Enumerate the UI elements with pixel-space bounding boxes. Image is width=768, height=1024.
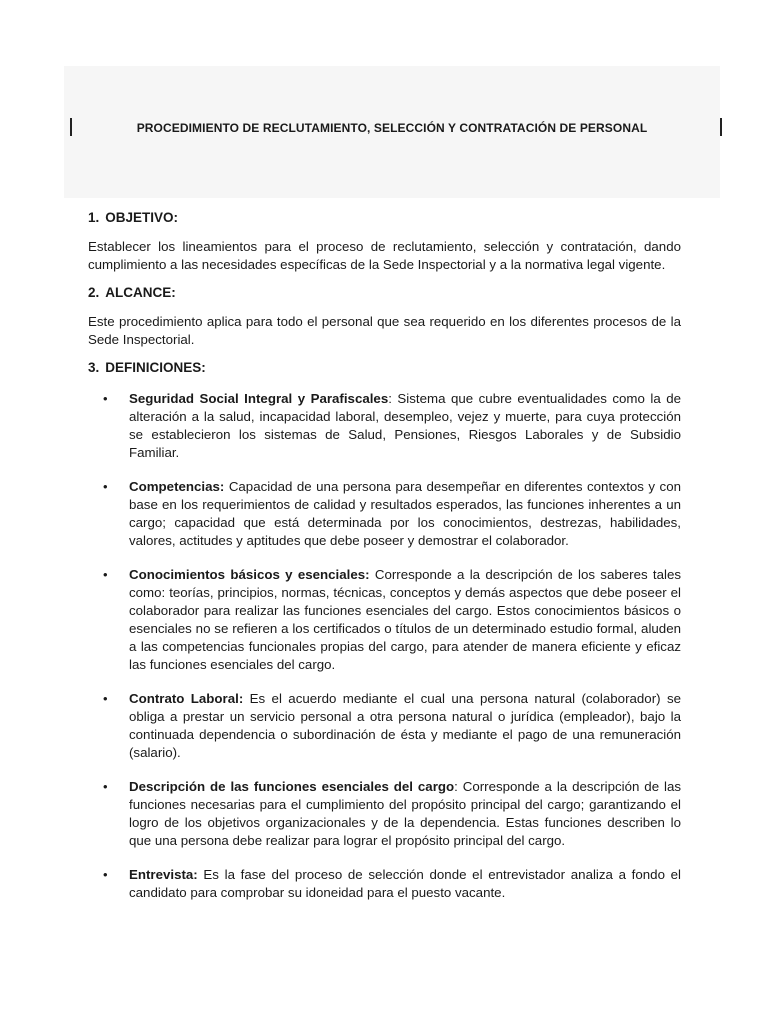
definition-text: Corresponde a la descripción de los saberes tales como: teorías, principios, normas, técnicas, conceptos y demás aspectos que debe poseer el colaborador para realizar las funciones esenciales del cargo. Estos conocimientos básicos o esenciales no se refieren a los certificados o títulos de un determinado estudio formal, aluden a las competencias funcionales propias del cargo, para atender de manera eficiente y eficaz las funciones esenciales del cargo. [129, 567, 682, 672]
section-heading-alcance [88, 283, 681, 303]
bullet-icon: • [103, 479, 108, 494]
document-body [88, 208, 681, 918]
definition-term: Competencias: [129, 479, 225, 494]
definition-item [88, 566, 681, 674]
definition-item [88, 690, 681, 762]
bullet-icon: • [103, 567, 108, 582]
bullet-icon: • [103, 867, 108, 882]
definition-separator: : [454, 779, 458, 794]
definitions-list [88, 390, 681, 902]
definition-item [88, 778, 681, 850]
bullet-icon: • [103, 779, 108, 794]
definition-text: Es la fase del proceso de selección donde el entrevistador analiza a fondo el candidato para comprobar su idoneidad para el puesto vacante. [129, 867, 681, 900]
definition-term: Contrato Laboral: [129, 691, 244, 706]
definition-term: Seguridad Social Integral y Parafiscales [129, 391, 389, 406]
section-text-objetivo: Establecer los lineamientos para el proceso de reclutamiento, selección y contratación, dando cumplimiento a las necesidades específicas de la Sede Inspectorial y a la normativa legal vigente. [88, 239, 681, 272]
definition-item [88, 866, 681, 902]
section-number: 1. [88, 210, 100, 225]
definition-term: Descripción de las funciones esenciales del cargo [129, 779, 455, 794]
definition-item [88, 390, 681, 462]
definition-text: Capacidad de una persona para desempeñar en diferentes contextos y con base en los requerimientos de calidad y resultados esperados, las funciones inherentes a un cargo; capacidad que está determinada por los conocimientos, destrezas, habilidades, valores, actitudes y aptitudes que debe poseer y demostrar el colaborador. [129, 479, 681, 548]
section-title: OBJETIVO: [105, 210, 179, 225]
definition-text: Sistema que cubre eventualidades como la de alteración a la salud, incapacidad laboral, desempleo, vejez y muerte, para cuya protección se establecieron los sistemas de Salud, Pensiones, Riesgos Laborales y de Subsidio Familiar. [129, 391, 682, 460]
section-text-alcance: Este procedimiento aplica para todo el personal que sea requerido en los diferentes procesos de la Sede Inspectorial. [88, 314, 681, 347]
definition-text: Es el acuerdo mediante el cual una persona natural (colaborador) se obliga a prestar un servicio personal a otra persona natural o jurídica (empleador), bajo la continuada dependencia o subordinación de ésta y mediante el pago de una remuneración (salario). [129, 691, 681, 760]
header-right-rule [720, 118, 722, 136]
bullet-icon: • [103, 391, 108, 406]
section-heading-definiciones [88, 358, 681, 378]
section-heading-objetivo [88, 208, 681, 228]
bullet-icon: • [103, 691, 108, 706]
section-title: ALCANCE: [105, 285, 176, 300]
section-number: 2. [88, 285, 100, 300]
definition-term: Conocimientos básicos y esenciales: [129, 567, 370, 582]
section-number: 3. [88, 360, 100, 375]
document-title: PROCEDIMIENTO DE RECLUTAMIENTO, SELECCIÓN Y CONTRATACIÓN DE PERSONAL [136, 121, 648, 135]
definition-item [88, 478, 681, 550]
definition-term: Entrevista: [129, 867, 198, 882]
definition-separator: : [388, 391, 392, 406]
section-title: DEFINICIONES: [105, 360, 206, 375]
definition-text: Corresponde a la descripción de las funciones necesarias para el cumplimiento del propósito principal del cargo; garantizando el logro de los objetivos organizacionales y de la dependencia. Estas funciones describen lo que una persona debe realizar para lograr el propósito principal del cargo. [129, 779, 681, 848]
